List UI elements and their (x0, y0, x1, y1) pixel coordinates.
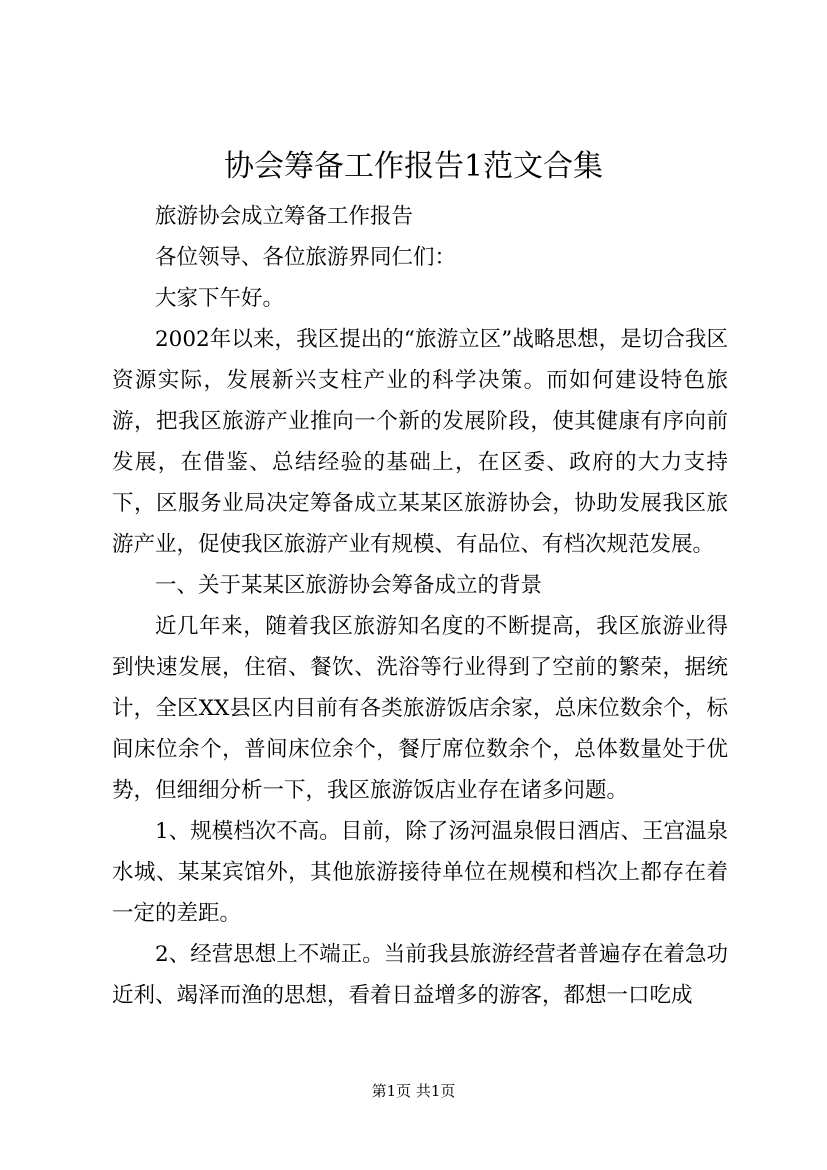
document-title: 协会筹备工作报告1范文合集 (223, 149, 604, 184)
paragraph-greeting: 大家下午好。 (155, 286, 285, 311)
page-footer: 第1页 共1页 (371, 1082, 456, 1100)
document-body (112, 196, 728, 1016)
paragraph-salutation: 各位领导、各位旅游界同仁们： (155, 245, 457, 270)
paragraph-point-2: 2、经营思想上不端正。当前我县旅游经营者普遍存在着急功近利、竭泽而渔的思想，看着日益增多的游客，都想一口吃成 (112, 942, 728, 1008)
paragraph-subtitle: 旅游协会成立筹备工作报告 (155, 204, 414, 229)
section-heading-background: 一、关于某某区旅游协会筹备成立的背景 (155, 573, 543, 598)
paragraph-point-1: 1、规模档次不高。目前，除了汤河温泉假日酒店、王宫温泉水城、某某宾馆外，其他旅游接待单位在规模和档次上都存在着一定的差距。 (112, 819, 728, 926)
paragraph-background: 近几年来，随着我区旅游知名度的不断提高，我区旅游业得到快速发展，住宿、餐饮、洗浴等行业得到了空前的繁荣，据统计，全区XX县区内目前有各类旅游饭店余家，总床位数余个，标间床位余个，普间床位余个，餐厅席位数余个，总体数量处于优势，但细细分析一下，我区旅游饭店业存在诸多问题。 (112, 614, 728, 803)
paragraph-intro: 2002年以来，我区提出的“旅游立区”战略思想，是切合我区资源实际，发展新兴支柱产业的科学决策。而如何建设特色旅游，把我区旅游产业推向一个新的发展阶段，使其健康有序向前发展，在借鉴、总结经验的基础上，在区委、政府的大力支持下，区服务业局决定筹备成立某某区旅游协会，协助发展我区旅游产业，促使我区旅游产业有规模、有品位、有档次规范发展。 (112, 327, 728, 557)
